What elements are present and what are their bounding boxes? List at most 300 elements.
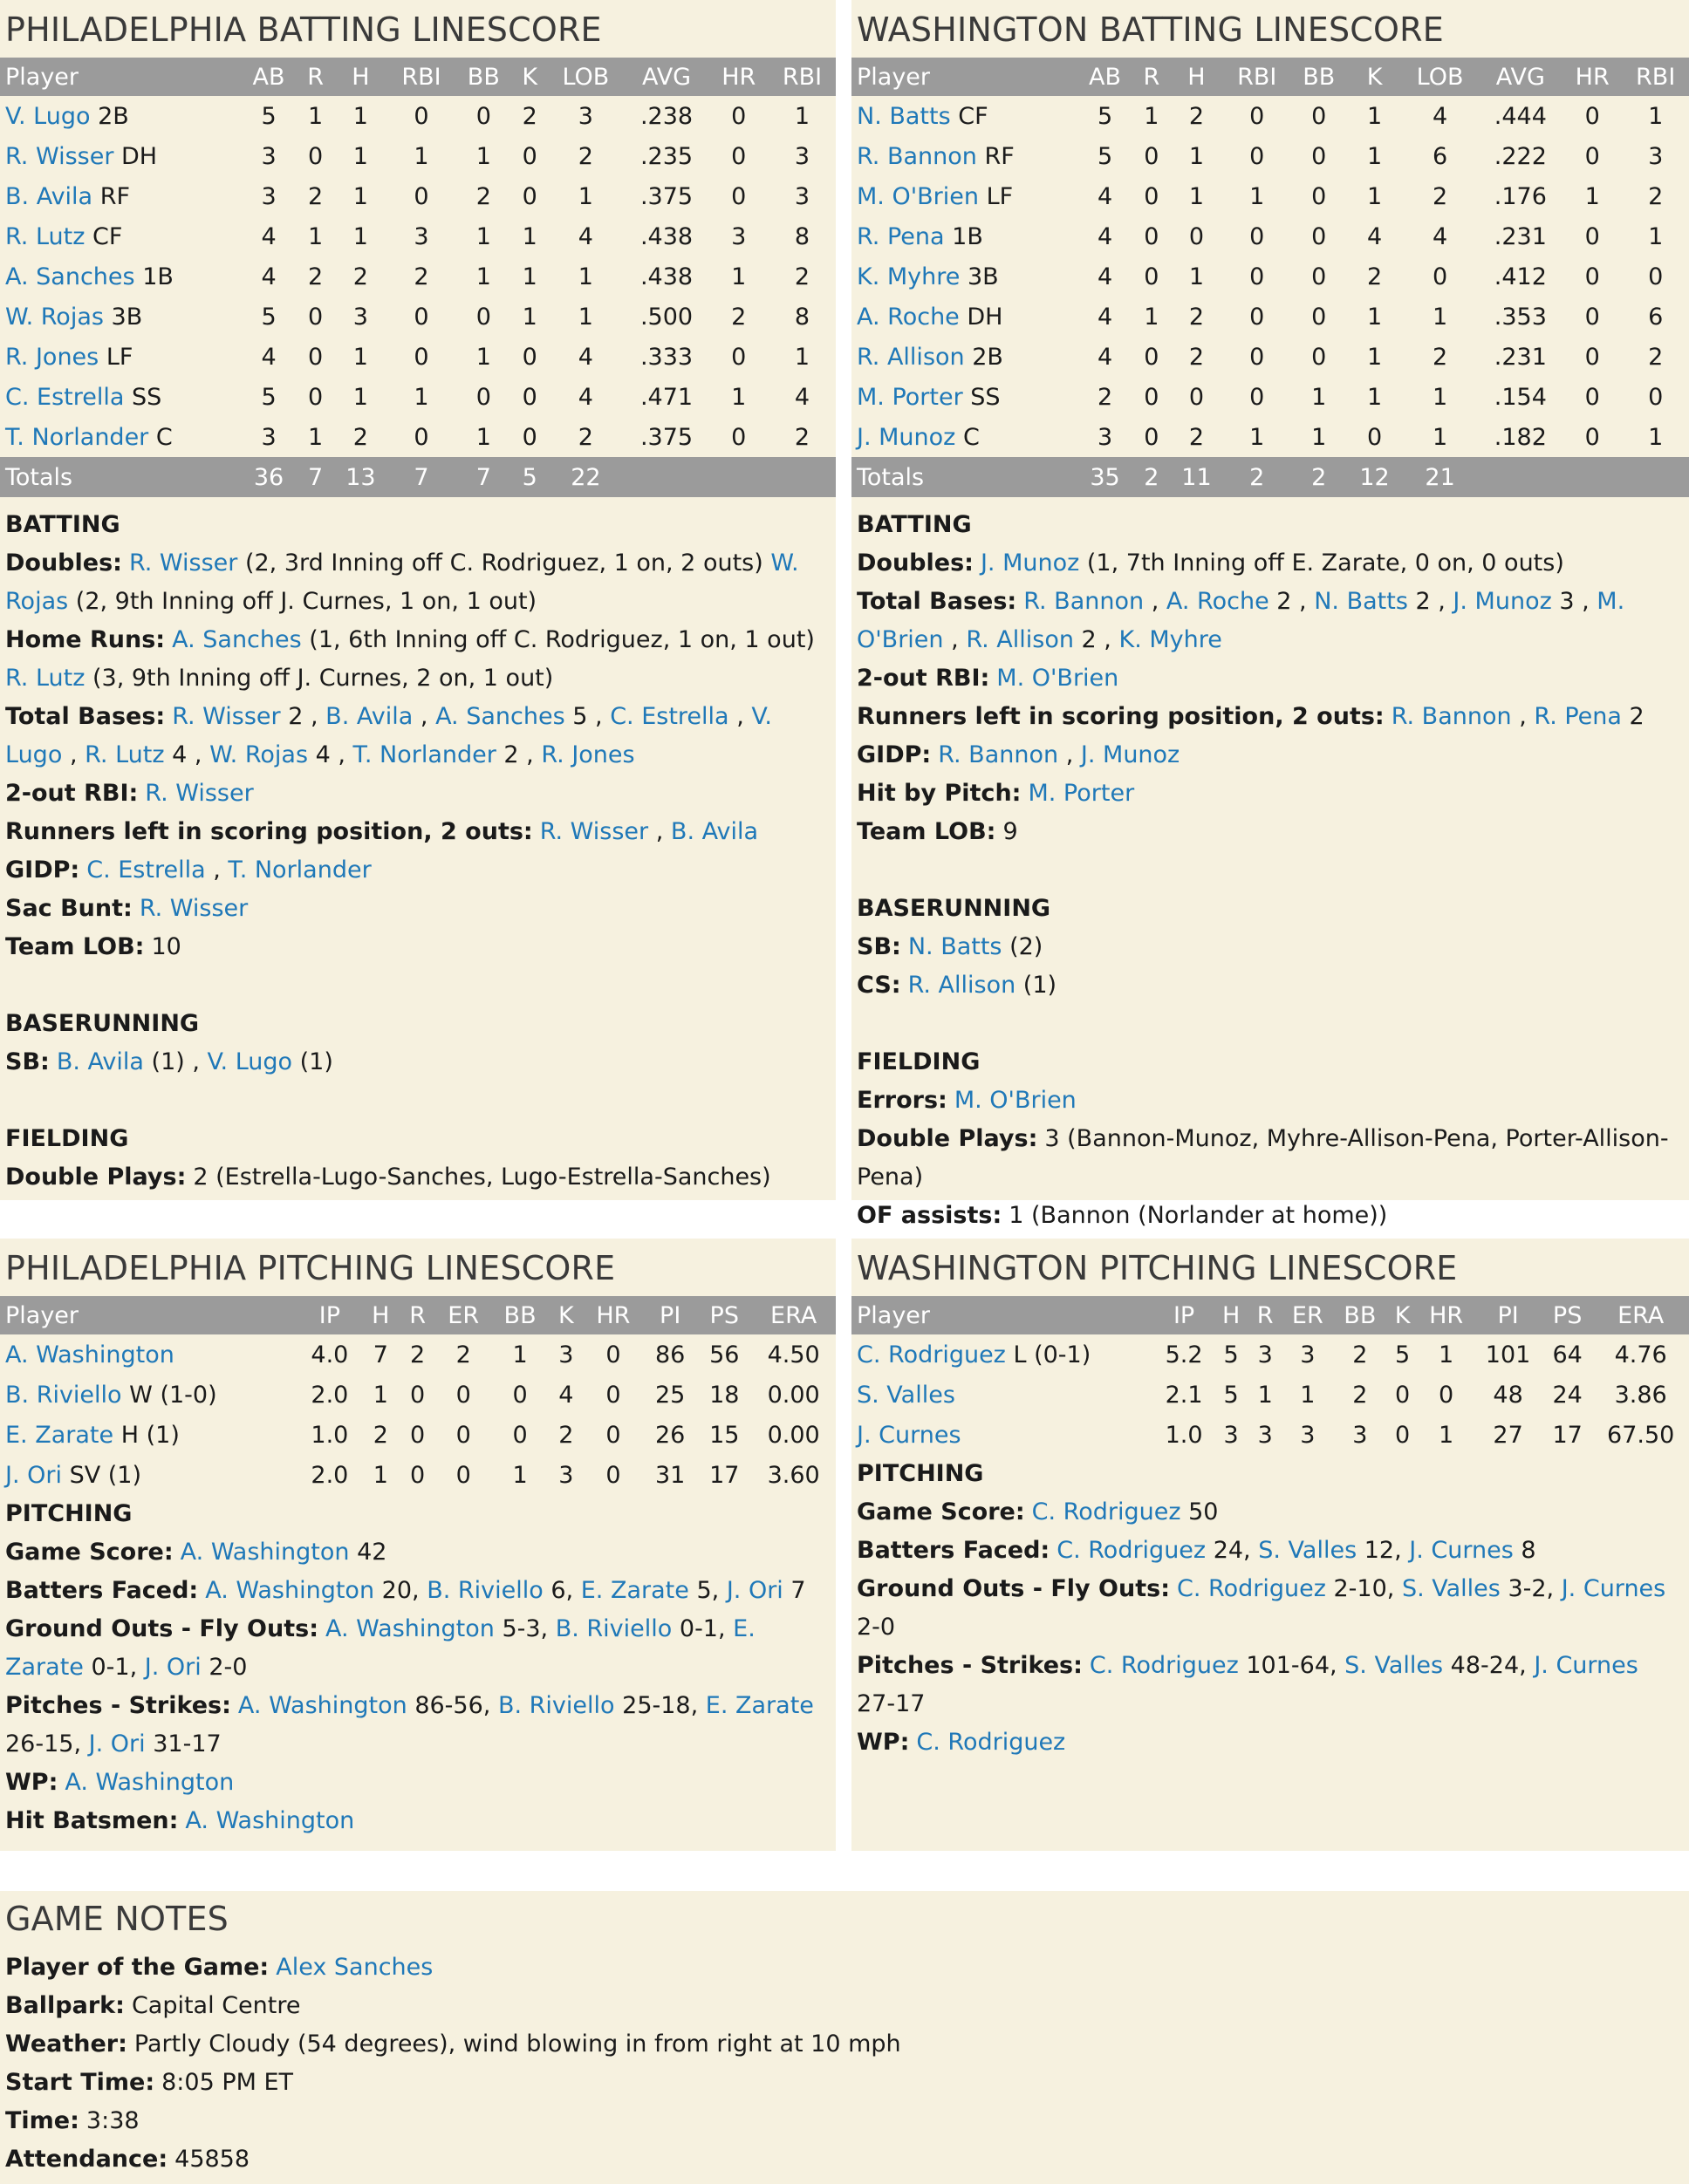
player-link[interactable]: Alex Sanches [276,1954,434,1981]
note-label: Start Time: [5,2069,155,2096]
stat-cell: 0 [522,383,537,411]
player-link[interactable]: E. Zarate [5,1615,756,1681]
stat-cell: 18 [709,1381,740,1409]
table-row [851,176,1689,216]
player-link[interactable]: A. Washington [180,1539,350,1566]
totals-cell [1479,457,1562,497]
stat-cell: 2 [1188,102,1205,130]
note-label: Hit by Pitch: [857,780,1022,807]
note-label: SB: [857,933,901,960]
table-row [0,337,836,377]
player-link[interactable]: K. Myhre [857,263,961,290]
stat-cell: 3 [1300,1341,1316,1368]
player-link[interactable]: N. Batts [857,102,951,130]
table-row [851,297,1689,337]
player-link[interactable]: J. Curnes [1561,1575,1666,1602]
note-text: (1) , [151,1048,200,1075]
player-cell [0,377,240,417]
player-link[interactable]: B. Avila [670,818,759,845]
stat-cell: 0.00 [767,1421,820,1449]
header-row [851,1296,1689,1334]
stat-cell: .438 [639,222,694,250]
note-label: Total Bases: [857,588,1017,615]
stat-cell: 0 [414,343,429,371]
note-text: (1) [1022,972,1057,999]
player-link[interactable]: R. Bannon [857,142,977,170]
player-position: SS [970,383,1001,411]
totals-cell: 7 [297,457,333,497]
table-row [851,417,1689,457]
player-link[interactable]: S. Valles [1258,1537,1357,1564]
column-header: RBI [1622,58,1689,96]
player-link[interactable]: R. Bannon [1023,588,1145,615]
player-link[interactable]: B. Riviello [427,1577,544,1604]
note-line [5,813,827,851]
player-link[interactable]: C. Estrella [86,857,206,884]
player-link[interactable]: K. Myhre [1118,626,1222,653]
stat-cell: 1 [512,1341,528,1368]
column-header: HR [584,1296,643,1334]
player-link[interactable]: V. Lugo [5,102,91,130]
stat-cell: 4 [578,383,593,411]
player-link[interactable]: A. Washington [65,1769,235,1796]
player-link[interactable]: V. Lugo [5,703,772,768]
note-label: Runners left in scoring position, 2 outs: [857,703,1385,730]
totals-cell: 21 [1402,457,1479,497]
panel-title: PHILADELPHIA PITCHING LINESCORE [5,1249,616,1287]
player-link[interactable]: M. O'Brien [857,588,1625,653]
player-position: SV (1) [69,1461,142,1489]
stat-cell: .438 [639,263,694,290]
player-cell [0,1375,297,1415]
player-link[interactable]: C. Rodriguez [1177,1575,1326,1602]
player-link[interactable]: J. Munoz [1080,741,1180,768]
table-row [851,337,1689,377]
player-cell [0,96,240,136]
player-link[interactable]: V. Lugo [207,1048,293,1075]
player-link[interactable]: T. Norlander [228,857,372,884]
totals-cell: 12 [1348,457,1402,497]
pitching-table [0,1296,836,1495]
note-line [857,698,1680,736]
stat-cell: 1 [352,343,368,371]
note-line [5,1610,827,1687]
stat-cell: 1.0 [1165,1421,1203,1449]
player-link[interactable]: B. Avila [5,182,93,210]
column-header: BB [455,58,512,96]
player-link[interactable]: B. Avila [325,703,414,730]
stat-cell: 0 [1144,222,1159,250]
note-text: 86-56, [414,1692,491,1719]
totals-label: Totals [851,457,1077,497]
table-row [851,96,1689,136]
stat-cell: 0 [1584,423,1600,451]
player-link[interactable]: M. O'Brien [857,182,979,210]
note-text: , [655,818,664,845]
stat-cell: 2 [414,263,429,290]
stat-cell: 0.00 [767,1381,820,1409]
player-link[interactable]: R. Allison [907,972,1016,999]
stat-cell: 3 [1352,1421,1368,1449]
player-link[interactable]: A. Sanches [172,626,302,653]
column-header: K [1386,1296,1419,1334]
player-link[interactable]: R. Wisser [5,142,114,170]
player-link[interactable]: B. Riviello [555,1615,673,1642]
player-link[interactable]: R. Jones [5,343,99,371]
note-text: (1, 6th Inning off C. Rodriguez, 1 on, 1 out) [309,626,815,653]
stat-cell: 0 [1249,142,1265,170]
note-text: 2 , [1276,588,1307,615]
stat-cell: 0 [605,1381,621,1409]
column-header: LOB [1402,58,1479,96]
note-label: Home Runs: [5,626,166,653]
stat-cell: 31 [654,1461,686,1489]
player-link[interactable]: R. Wisser [128,549,238,577]
player-cell [0,297,240,337]
stat-cell: 4 [1366,222,1383,250]
column-header: RBI [769,58,836,96]
player-link[interactable]: B. Riviello [497,1692,615,1719]
column-header: H [1169,58,1223,96]
stat-cell: 0 [409,1381,426,1409]
player-link[interactable]: M. O'Brien [996,665,1119,692]
stat-cell: 5 [1223,1341,1239,1368]
player-link[interactable]: W. Rojas [5,303,104,331]
stat-cell: 0 [731,142,747,170]
stat-cell: 1 [1366,303,1383,331]
stat-cell: 2 [1352,1381,1368,1409]
header-row [0,1296,836,1334]
stat-cell: .222 [1494,142,1547,170]
stat-cell: 0 [1394,1421,1411,1449]
totals-cell [625,457,709,497]
player-link[interactable]: J. Munoz [857,423,956,451]
note-text: 2-10, [1333,1575,1395,1602]
stat-cell: 2 [1648,343,1664,371]
player-cell [851,1375,1154,1415]
spacer [857,1005,1680,1043]
player-link[interactable]: R. Lutz [5,665,85,692]
stat-cell: 1 [512,1461,528,1489]
stat-cell: .333 [639,343,694,371]
stat-cell: 4 [1097,263,1113,290]
note-label: Double Plays: [857,1125,1038,1152]
stat-cell: 0 [1584,222,1600,250]
stat-cell: .182 [1494,423,1547,451]
note-label: Team LOB: [857,818,996,845]
player-link[interactable]: R. Wisser [172,703,281,730]
player-cell [0,256,240,297]
note-line [5,544,827,621]
stat-cell: 2 [1188,423,1205,451]
player-link[interactable]: C. Rodriguez [857,1341,1006,1368]
player-position: DH [121,142,158,170]
note-label: Errors: [857,1087,947,1114]
player-link[interactable]: A. Washington [325,1615,495,1642]
table-row [851,377,1689,417]
stat-cell: 0 [731,343,747,371]
panel-title: GAME NOTES [5,1900,229,1938]
table-row [851,136,1689,176]
stat-cell: 1 [578,263,593,290]
note-label: GIDP: [5,857,80,884]
stat-cell: 0 [1249,102,1265,130]
player-link[interactable]: W. Rojas [209,741,309,768]
note-text: , [213,857,221,884]
player-link[interactable]: M. O'Brien [954,1087,1077,1114]
note-text: (3, 9th Inning off J. Curnes, 2 on, 1 out) [92,665,554,692]
stat-cell: .235 [639,142,694,170]
player-cell [0,1334,297,1375]
stat-cell: 1 [1366,102,1383,130]
player-link[interactable]: M. Porter [857,383,963,411]
table-row [851,1334,1689,1375]
player-link[interactable]: R. Bannon [938,741,1059,768]
player-link[interactable]: R. Jones [541,741,635,768]
player-cell [851,96,1077,136]
totals-cell: 2 [1223,457,1290,497]
note-line [857,1647,1680,1723]
player-link[interactable]: J. Curnes [1409,1537,1514,1564]
player-link[interactable]: C. Estrella [610,703,729,730]
stat-cell: .500 [639,303,694,331]
note-line [857,1197,1680,1235]
stat-cell: 3 [558,1341,574,1368]
stat-cell: 1 [578,303,593,331]
stat-cell: 0 [512,1381,528,1409]
note-text: 2 , [503,741,534,768]
player-cell [0,136,240,176]
player-link[interactable]: S. Valles [1344,1652,1444,1679]
table-row [0,176,836,216]
stat-cell: 3 [261,423,277,451]
note-label: Batters Faced: [857,1537,1050,1564]
note-label: Time: [5,2107,79,2134]
player-link[interactable]: A. Sanches [435,703,565,730]
stat-cell: 3 [414,222,429,250]
was-pitching-panel [851,1239,1689,1851]
player-link[interactable]: J. Ori [726,1577,783,1604]
stat-cell: 3.60 [767,1461,820,1489]
player-link[interactable]: R. Allison [857,343,965,371]
player-link[interactable]: T. Norlander [5,423,149,451]
player-link[interactable]: A. Roche [857,303,960,331]
stat-cell: 1.0 [311,1421,349,1449]
stat-cell: 1 [475,142,491,170]
totals-row [0,457,836,497]
note-text: 101-64, [1246,1652,1337,1679]
player-link[interactable]: T. Norlander [352,741,496,768]
note-line [857,1493,1680,1532]
note-line [857,583,1680,659]
batting-table [851,58,1689,497]
totals-cell: 5 [512,457,547,497]
player-link[interactable]: R. Allison [966,626,1074,653]
note-line [857,928,1680,966]
player-link[interactable]: J. Curnes [857,1421,961,1449]
stat-cell: 5 [1394,1341,1411,1368]
stat-cell: 8 [794,222,810,250]
stat-cell: 3 [261,142,277,170]
stat-cell: 2 [1366,263,1383,290]
column-header: PS [697,1296,751,1334]
player-link[interactable]: A. Washington [205,1577,375,1604]
note-line [5,698,827,775]
stat-cell: 0 [1311,263,1327,290]
stat-cell: 1 [1188,263,1205,290]
player-link[interactable]: C. Estrella [5,383,125,411]
player-link[interactable]: C. Rodriguez [1031,1498,1181,1525]
player-position: SS [132,383,162,411]
note-text: 20, [381,1577,420,1604]
player-position: W (1-0) [129,1381,217,1409]
note-line [5,1802,827,1840]
player-link[interactable]: B. Avila [56,1048,144,1075]
player-link[interactable]: B. Riviello [5,1381,122,1409]
player-link[interactable]: A. Washington [5,1341,174,1368]
note-label: Doubles: [5,549,122,577]
note-text: , [1065,741,1074,768]
stat-cell: 0 [1144,343,1159,371]
player-link[interactable]: M. Porter [1028,780,1135,807]
player-position: C [962,423,980,451]
table-row [851,1415,1689,1455]
spacer [5,966,827,1005]
column-header: K [512,58,547,96]
note-text: Partly Cloudy (54 degrees), wind blowing in from right at 10 mph [133,2030,901,2058]
note-label: WP: [5,1769,58,1796]
note-line [857,544,1680,583]
player-link[interactable]: R. Lutz [5,222,85,250]
panel-title: WASHINGTON PITCHING LINESCORE [857,1249,1458,1287]
player-link[interactable]: R. Wisser [539,818,649,845]
stat-cell: 2 [373,1421,388,1449]
player-link[interactable]: J. Munoz [1453,588,1552,615]
player-link[interactable]: E. Zarate [705,1692,814,1719]
note-text: 0-1, [91,1654,138,1681]
player-link[interactable]: R. Pena [1534,703,1622,730]
stat-cell: 2.0 [311,1461,349,1489]
player-cell [851,216,1077,256]
game-notes-list [5,1949,1680,2179]
player-link[interactable]: C. Rodriguez [1056,1537,1207,1564]
player-link[interactable]: N. Batts [1314,588,1408,615]
stat-cell: 0 [409,1461,426,1489]
stat-cell: 17 [709,1461,740,1489]
note-line [5,2102,1680,2140]
note-line [857,813,1680,851]
note-text: 25-18, [622,1692,699,1719]
player-link[interactable]: R. Pena [857,222,945,250]
note-label: WP: [857,1729,910,1756]
totals-cell: 2 [1133,457,1169,497]
stat-cell: 1 [1300,1381,1316,1409]
player-link[interactable]: J. Ori [88,1730,146,1757]
player-link[interactable]: S. Valles [1401,1575,1501,1602]
player-link[interactable]: J. Ori [144,1654,202,1681]
stat-cell: 4 [261,222,277,250]
stat-cell: .375 [639,182,694,210]
column-header: IP [297,1296,362,1334]
note-line [857,1120,1680,1197]
stat-cell: .238 [639,102,694,130]
stat-cell: 0 [512,1421,528,1449]
note-text: 27-17 [857,1690,926,1717]
table-row [851,216,1689,256]
stat-cell: 1 [1648,222,1664,250]
was-batting-panel [851,0,1689,1229]
note-text: (1, 7th Inning off E. Zarate, 0 on, 0 outs) [1086,549,1564,577]
player-link[interactable]: R. Bannon [1391,703,1512,730]
note-label: Doubles: [857,549,974,577]
stat-cell: 4 [578,222,593,250]
note-label: Attendance: [5,2146,168,2173]
column-header: R [297,58,333,96]
player-link[interactable]: W. Rojas [5,549,799,615]
note-text: 2 , [1081,626,1111,653]
player-position: DH [967,303,1003,331]
stat-cell: .231 [1494,222,1547,250]
player-link[interactable]: S. Valles [857,1381,955,1409]
game-notes-panel [0,1891,1689,2184]
stat-cell: .231 [1494,343,1547,371]
player-position: 2B [98,102,129,130]
stat-cell: 0 [308,383,324,411]
column-header: HR [708,58,769,96]
player-link[interactable]: E. Zarate [5,1421,114,1449]
player-link[interactable]: R. Wisser [145,780,254,807]
player-position: CF [92,222,123,250]
player-position: 3B [967,263,999,290]
stat-cell: 4 [1097,182,1113,210]
note-label: Double Plays: [5,1164,187,1191]
note-text: 2 [1629,703,1645,730]
player-link[interactable]: A. Sanches [5,263,135,290]
player-link[interactable]: N. Batts [907,933,1002,960]
player-cell [0,1455,297,1495]
player-link[interactable]: C. Rodriguez [1089,1652,1239,1679]
player-link[interactable]: J. Curnes [1534,1652,1638,1679]
stat-cell: 8 [794,303,810,331]
table-row [851,256,1689,297]
player-link[interactable]: A. Washington [237,1692,407,1719]
note-line [5,2140,1680,2179]
player-link[interactable]: J. Munoz [980,549,1080,577]
stat-cell: 1 [373,1461,388,1489]
stat-cell: 1 [352,102,368,130]
note-label: Runners left in scoring position, 2 outs: [5,818,533,845]
column-header: RBI [1223,58,1290,96]
column-header: ER [1282,1296,1333,1334]
player-link[interactable]: R. Lutz [85,741,165,768]
stat-cell: 1 [1432,303,1448,331]
stat-cell: 2 [1188,303,1205,331]
note-line [5,890,827,928]
player-link[interactable]: E. Zarate [580,1577,689,1604]
stat-cell: 25 [654,1381,686,1409]
note-text: 5, [696,1577,720,1604]
player-link[interactable]: J. Ori [5,1461,62,1489]
player-link[interactable]: A. Roche [1166,588,1269,615]
player-link[interactable]: A. Washington [185,1807,355,1834]
stat-cell: 4 [1097,343,1113,371]
player-link[interactable]: C. Rodriguez [916,1729,1066,1756]
player-link[interactable]: R. Wisser [139,895,249,922]
stat-cell: 0 [475,303,491,331]
stat-cell: 15 [709,1421,740,1449]
note-line [5,775,827,813]
stat-cell: 3 [731,222,747,250]
